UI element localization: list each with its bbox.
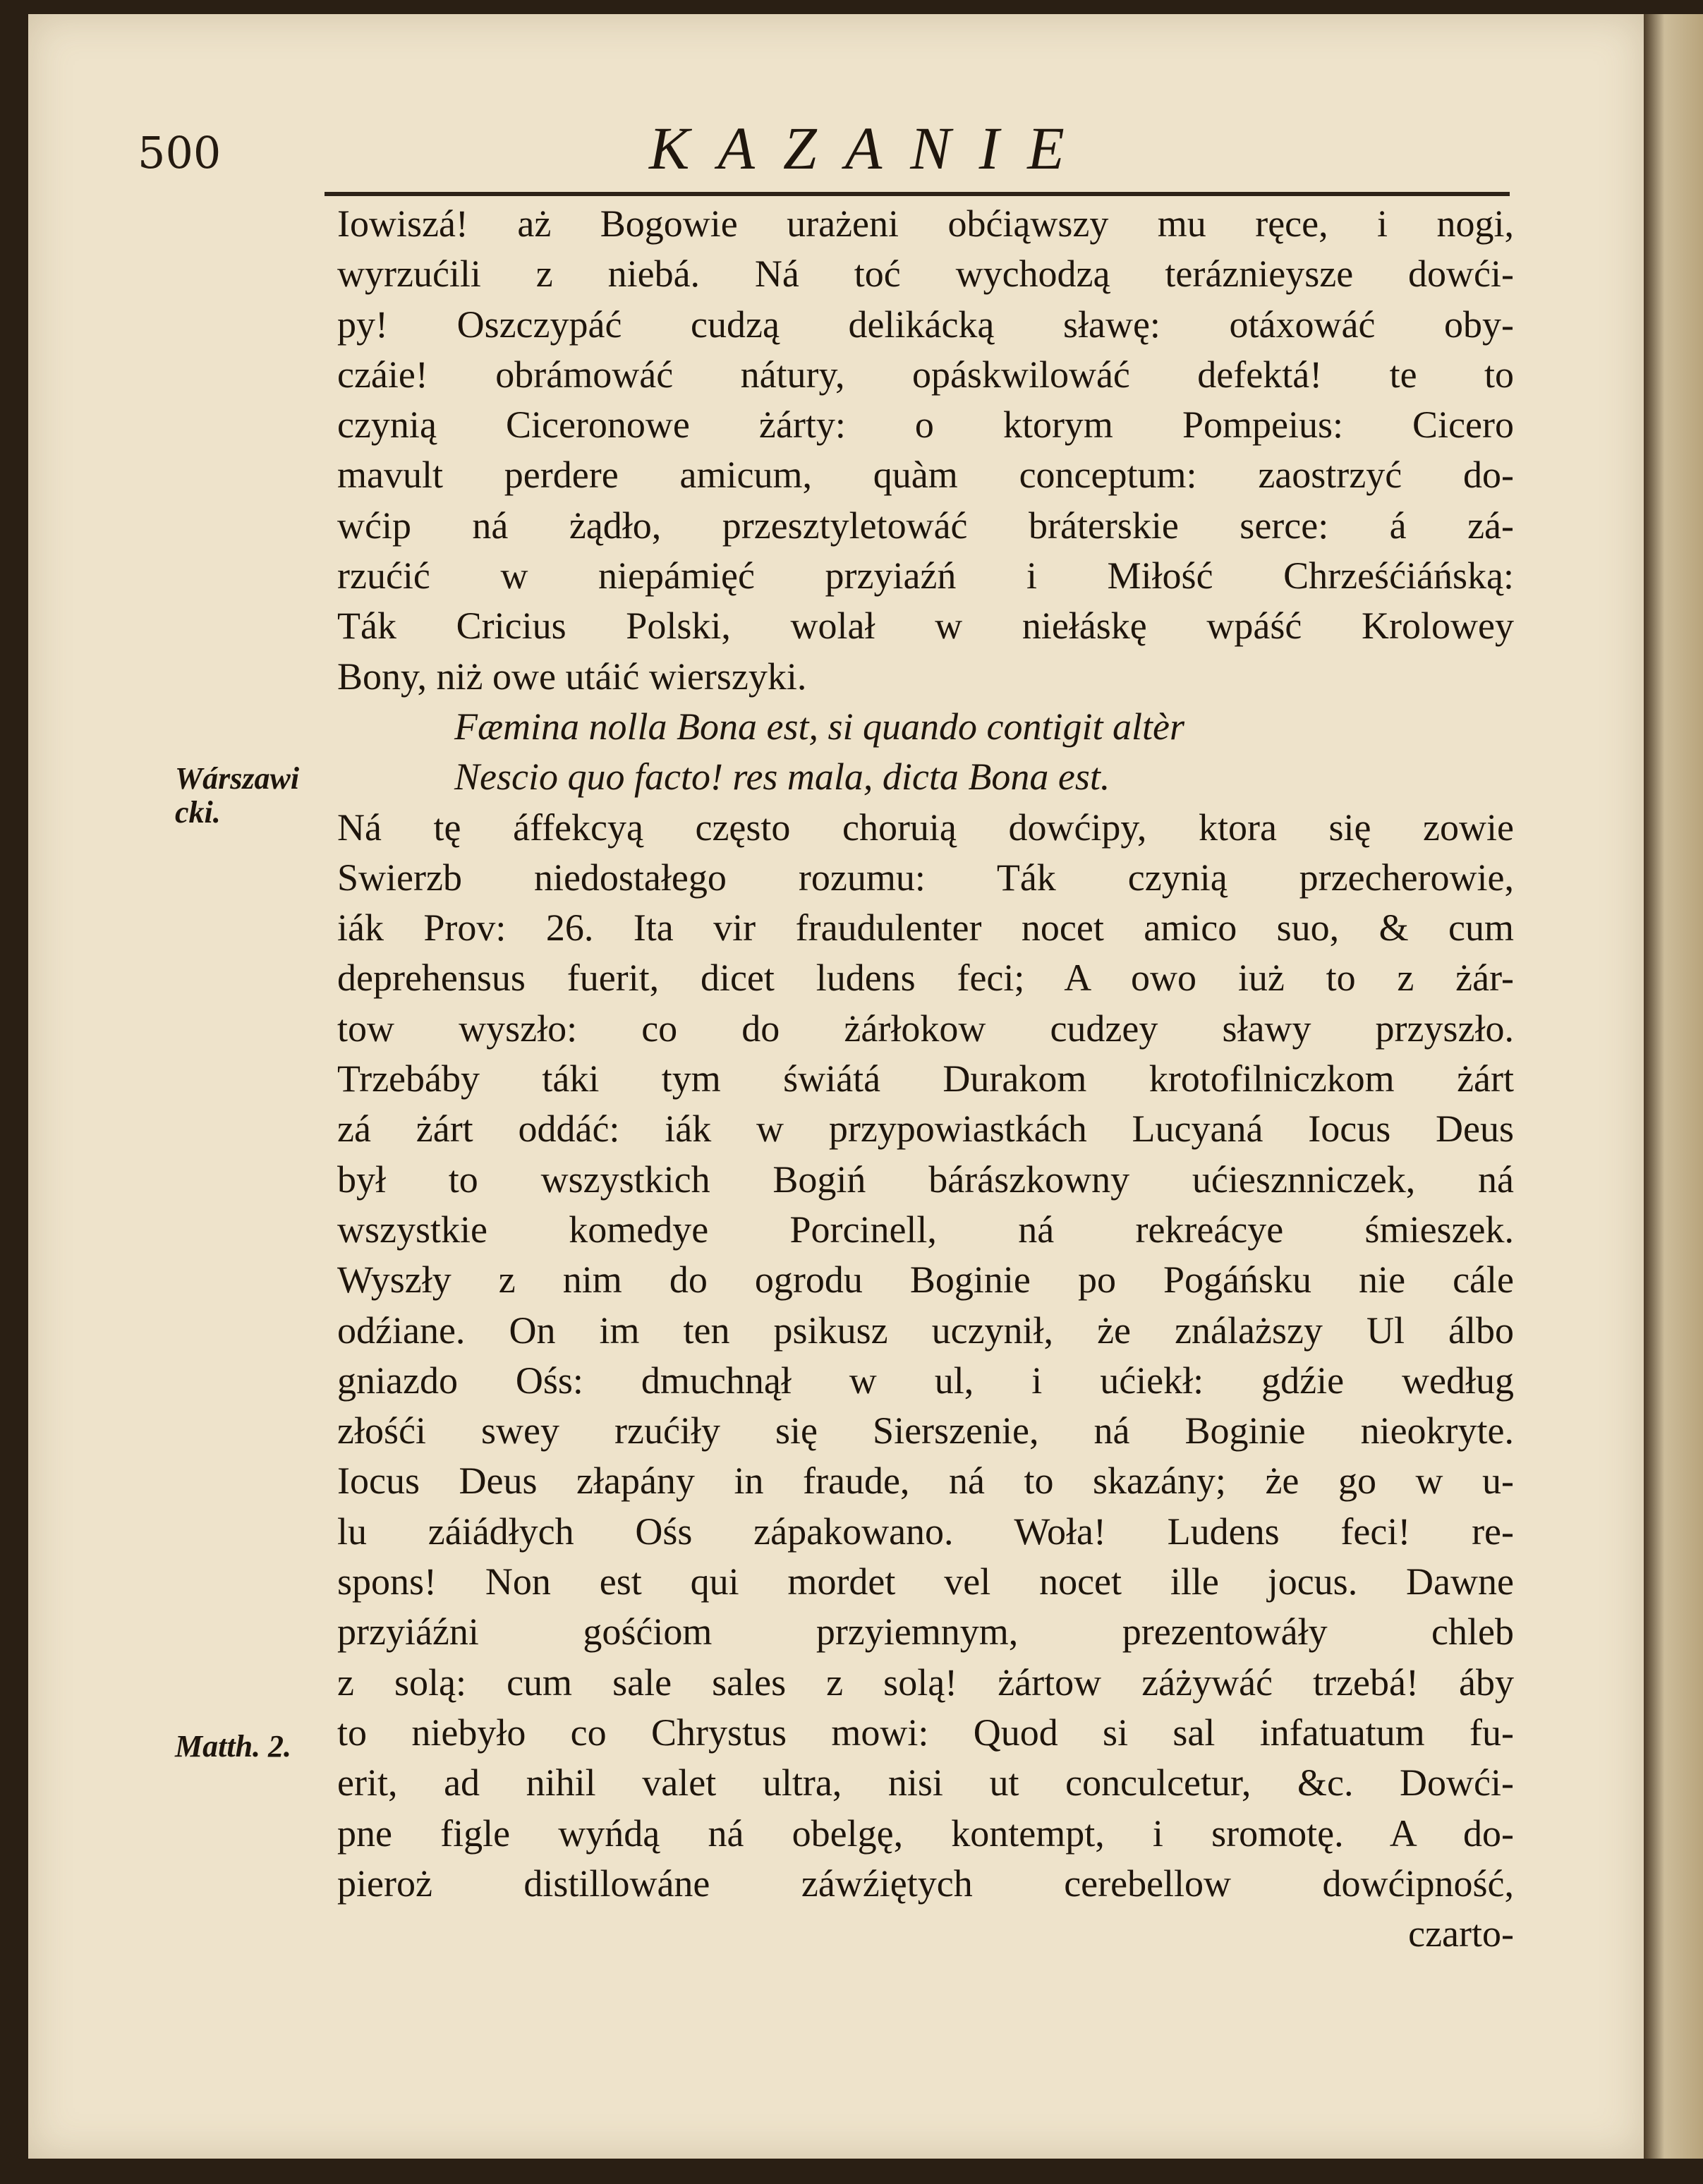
text-line: Swierzb niedostałego rozumu: Ták czynią przecherowie,: [337, 856, 1514, 899]
text-line: był to wszystkich Bogiń bárászkowny ućiesznniczek, ná: [337, 1158, 1514, 1201]
text-line: Wyszły z nim do ogrodu Boginie po Pogáńsku nie cále: [337, 1258, 1514, 1302]
text-line: spons! Non est qui mordet vel nocet ille jocus. Dawne: [337, 1560, 1514, 1603]
text-line: lu záiádłych Ośs zápakowano. Woła! Ludens feci! re-: [337, 1510, 1514, 1553]
text-line: wćip ná żądło, przesztyletowáć bráterskie serce: á zá-: [337, 504, 1514, 547]
text-line: py! Oszczypáć cudzą delikácką sławę: otáxowáć oby-: [337, 303, 1514, 346]
verse-line: Fæmina nolla Bona est, si quando contigit altèr: [454, 705, 1184, 748]
text-line: rzućić w niepámięć przyiaźń i Miłość Chrześćiáńską:: [337, 554, 1514, 597]
text-line: Iowiszá! aż Bogowie urażeni obćiąwszy mu ręce, i nogi,: [337, 202, 1514, 245]
text-line: Iocus Deus złapány in fraude, ná to skazány; że go w u-: [337, 1460, 1514, 1503]
text-line: Ná tę áffekcyą często choruią dowćipy, ktora się zowie: [337, 806, 1514, 849]
text-line: erit, ad nihil valet ultra, nisi ut conculcetur, &c. Dowći-: [337, 1761, 1514, 1804]
text-line: pne figle wyńdą ná obelgę, kontempt, i sromotę. A do-: [337, 1812, 1514, 1855]
text-line: wszystkie komedye Porcinell, ná rekreácye śmieszek.: [337, 1208, 1514, 1251]
text-line: deprehensus fuerit, dicet ludens feci; A owo iuż to z żár-: [337, 957, 1514, 1000]
text-line: z solą: cum sale sales z solą! żártow záżywáć trzebá! áby: [337, 1661, 1514, 1704]
text-line: Bony, niż owe utáić wierszyki.: [337, 655, 807, 698]
text-line: czáie! obrámowáć nátury, opáskwilowáć defektá! te to: [337, 353, 1514, 396]
body-text: [337, 199, 1514, 1959]
marginal-note-matthew: Matth. 2.: [175, 1729, 292, 1764]
page-number: 500: [138, 127, 222, 178]
text-line: zá żárt oddáć: iák w przypowiastkách Lucyaná Iocus Deus: [337, 1108, 1514, 1151]
header-rule: [325, 192, 1510, 196]
text-line: Ták Cricius Polski, wolał w niełáskę wpáść Krolowey: [337, 605, 1514, 648]
text-line: gniazdo Ośs: dmuchnął w ul, i ućiekł: gdźie według: [337, 1359, 1514, 1402]
text-line: pieroż distillowáne záwźiętych cerebellow dowćipność,: [337, 1862, 1514, 1905]
verse-line: Nescio quo facto! res mala, dicta Bona est.: [454, 756, 1110, 799]
text-line: wyrzućili z niebá. Ná toć wychodzą teráznieysze dowći-: [337, 253, 1514, 296]
text-line: czynią Ciceronowe żárty: o ktorym Pompeius: Cicero: [337, 404, 1514, 447]
facing-page-edge: [1644, 14, 1703, 2159]
text-line: to niebyło co Chrystus mowi: Quod si sal infatuatum fu-: [337, 1711, 1514, 1754]
running-head: KAZANIE: [649, 114, 1093, 182]
text-line: iák Prov: 26. Ita vir fraudulenter nocet amico suo, & cum: [337, 906, 1514, 950]
text-line: przyiáźni gośćiom przyiemnym, prezentowáły chleb: [337, 1610, 1514, 1654]
catchword: czarto-: [1408, 1912, 1514, 1955]
marginal-note-warszawski: Wárszawi cki.: [175, 761, 300, 830]
text-line: odźiane. On im ten psikusz uczynił, że ználaższy Ul álbo: [337, 1309, 1514, 1352]
text-line: mavult perdere amicum, quàm conceptum: zaostrzyć do-: [337, 454, 1514, 497]
text-line: Trzebáby táki tym świátá Durakom krotofilniczkom żárt: [337, 1057, 1514, 1100]
text-line: tow wyszło: co do żárłokow cudzey sławy przyszło.: [337, 1007, 1514, 1050]
text-line: złośći swey rzućiły się Sierszenie, ná Boginie nieokryte.: [337, 1409, 1514, 1452]
